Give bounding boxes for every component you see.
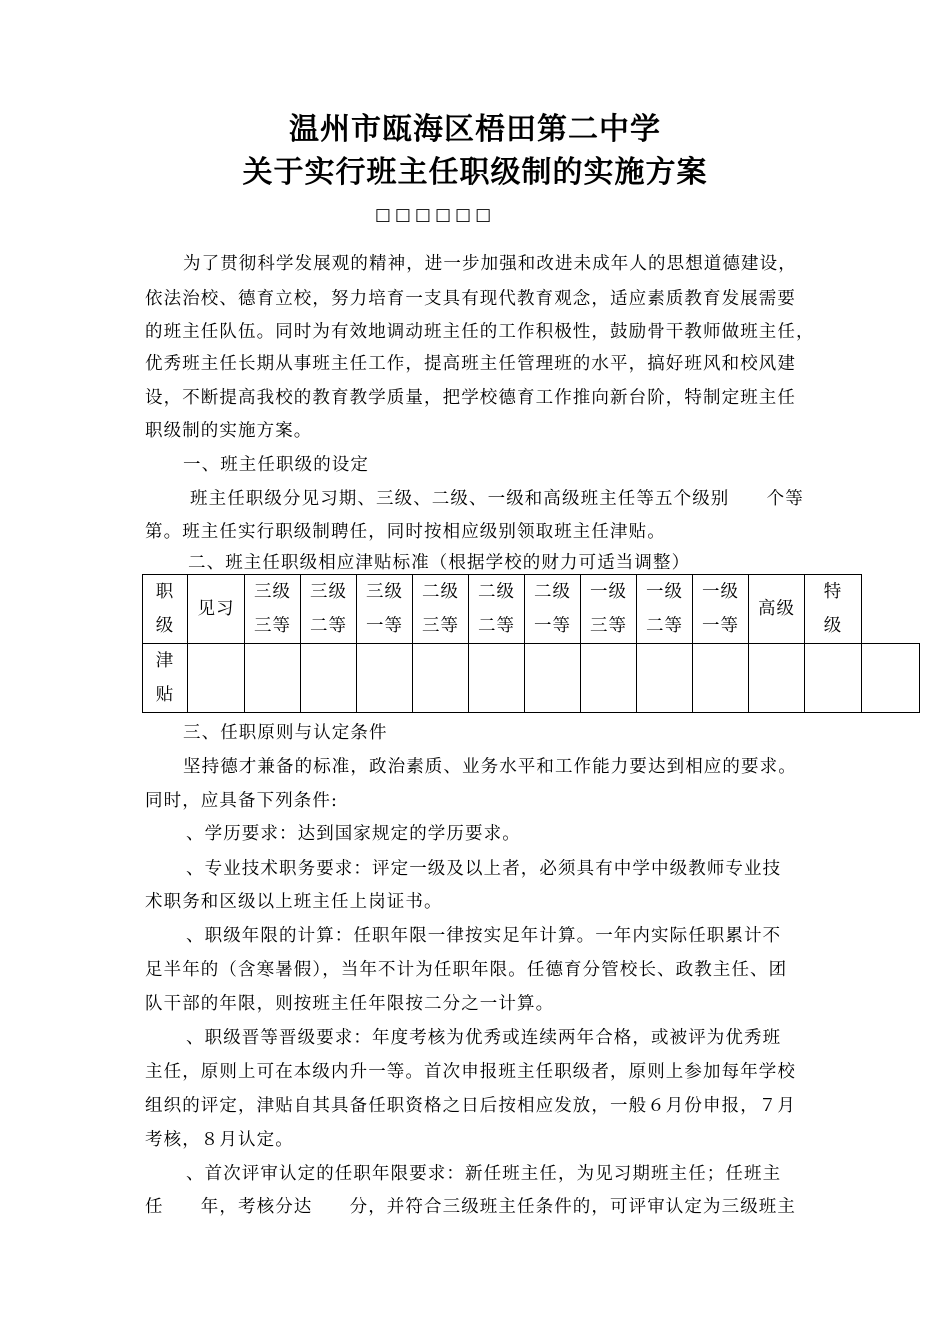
grade-cell (188, 575, 245, 644)
grade-cell (469, 575, 525, 644)
author-line: □□□□□□ (374, 205, 496, 225)
document-subtitle-title: 关于实行班主任职级制的实施方案 (242, 155, 708, 190)
grade-label: 一级 (590, 582, 627, 602)
condition-item: 、职级晋等晋级要求：年度考核为优秀或连续两年合格，或被评为优秀班 (186, 1028, 782, 1048)
allowance-cell (413, 644, 469, 713)
grade-label: 特 (823, 582, 843, 602)
section-heading: 三、任职原则与认定条件 (183, 723, 388, 743)
allowance-cell (749, 644, 805, 713)
intro-line: 为了贯彻科学发展观的精神，进一步加强和改进未成年人的思想道德建设， (183, 254, 797, 274)
row-label-cell (143, 575, 188, 644)
row-label: 贴 (155, 685, 175, 705)
allowance-cell (301, 644, 357, 713)
row-label: 津 (155, 651, 175, 671)
grade-cell (301, 575, 357, 644)
allowance-cell (862, 644, 920, 713)
allowance-cell (693, 644, 749, 713)
grade-rank: 二等 (310, 616, 347, 636)
section3-line: 同时，应具备下列条件: (145, 791, 338, 811)
document-title: 温州市瓯海区梧田第二中学 (289, 112, 661, 147)
grade-rank: 三等 (254, 616, 291, 636)
grade-rank: 二等 (478, 616, 515, 636)
table-row-allowance (143, 644, 920, 713)
grade-cell (525, 575, 581, 644)
grade-cell (245, 575, 301, 644)
grade-label: 一级 (702, 582, 739, 602)
allowance-cell (188, 644, 245, 713)
condition-item: 主任，原则上可在本级内升一等。首次申报班主任职级者，原则上参加每年学校 (145, 1062, 796, 1082)
intro-line: 优秀班主任长期从事班主任工作，提高班主任管理班的水平，搞好班风和校风建 (145, 354, 796, 374)
allowance-cell (637, 644, 693, 713)
intro-line: 设，不断提高我校的教育教学质量，把学校德育工作推向新台阶，特制定班主任 (145, 388, 796, 408)
condition-item: 、专业技术职务要求：评定一级及以上者，必须具有中学中级教师专业技 (186, 859, 782, 879)
grade-cell (637, 575, 693, 644)
section-heading: 二、班主任职级相应津贴标准（根据学校的财力可适当调整） (188, 553, 691, 573)
condition-item: 、职级年限的计算：任职年限一律按实足年计算。一年内实际任职累计不 (186, 926, 782, 946)
table-row-grade (143, 575, 920, 644)
allowance-cell (469, 644, 525, 713)
allowance-cell (525, 644, 581, 713)
condition-item: 、学历要求：达到国家规定的学历要求。 (186, 824, 521, 844)
grade-label: 三级 (366, 582, 403, 602)
grade-rank: 三等 (422, 616, 459, 636)
grade-rank: 二等 (646, 616, 683, 636)
grade-rank: 一等 (702, 616, 739, 636)
section-heading: 一、班主任职级的设定 (183, 455, 369, 475)
condition-item: 组织的评定，津贴自其具备任职资格之日后按相应发放，一般６月份申报，７月 (145, 1096, 796, 1116)
condition-item: 考核，８月认定。 (145, 1130, 294, 1150)
allowance-cell (357, 644, 413, 713)
intro-line: 职级制的实施方案。 (145, 421, 313, 441)
allowance-cell (581, 644, 637, 713)
grade-rank: 三等 (590, 616, 627, 636)
condition-item: 足半年的（含寒暑假），当年不计为任职年限。任德育分管校长、政教主任、团 (145, 960, 788, 980)
intro-line: 依法治校、德育立校，努力培育一支具有现代教育观念，适应素质教育发展需要 (145, 289, 796, 309)
condition-item: 任 年，考核分达 分，并符合三级班主任条件的，可评审认定为三级班主 (145, 1197, 796, 1217)
allowance-cell (805, 644, 862, 713)
allowance-cell (245, 644, 301, 713)
grade-cell (749, 575, 805, 644)
section1-line: 第。班主任实行职级制聘任，同时按相应级别领取班主任津贴。 (145, 522, 666, 542)
section1-line: 班主任职级分见习期、三级、二级、一级和高级班主任等五个级别 个等 (190, 489, 804, 509)
grade-label: 见习 (197, 599, 235, 619)
grade-rank: 一等 (366, 616, 403, 636)
condition-item: 术职务和区级以上班主任上岗证书。 (145, 892, 443, 912)
grade-label: 三级 (254, 582, 291, 602)
grade-cell (357, 575, 413, 644)
row-label: 级 (155, 616, 175, 636)
grade-cell (413, 575, 469, 644)
grade-cell (805, 575, 862, 644)
grade-cell (581, 575, 637, 644)
row-label-cell (143, 644, 188, 713)
intro-line: 的班主任队伍。同时为有效地调动班主任的工作积极性，鼓励骨干教师做班主任， (145, 322, 815, 342)
allowance-table (142, 574, 920, 713)
grade-rank: 一等 (534, 616, 571, 636)
grade-cell (693, 575, 749, 644)
grade-label: 二级 (534, 582, 571, 602)
grade-rank: 级 (823, 616, 843, 636)
grade-label: 一级 (646, 582, 683, 602)
section3-line: 坚持德才兼备的标准，政治素质、业务水平和工作能力要达到相应的要求。 (183, 757, 797, 777)
row-label: 职 (155, 582, 175, 602)
grade-label: 二级 (478, 582, 515, 602)
condition-item: 队干部的年限，则按班主任年限按二分之一计算。 (145, 994, 555, 1014)
grade-label: 二级 (422, 582, 459, 602)
condition-item: 、首次评审认定的任职年限要求：新任班主任，为见习期班主任；任班主 (186, 1164, 782, 1184)
grade-label: 高级 (758, 599, 795, 619)
grade-label: 三级 (310, 582, 347, 602)
